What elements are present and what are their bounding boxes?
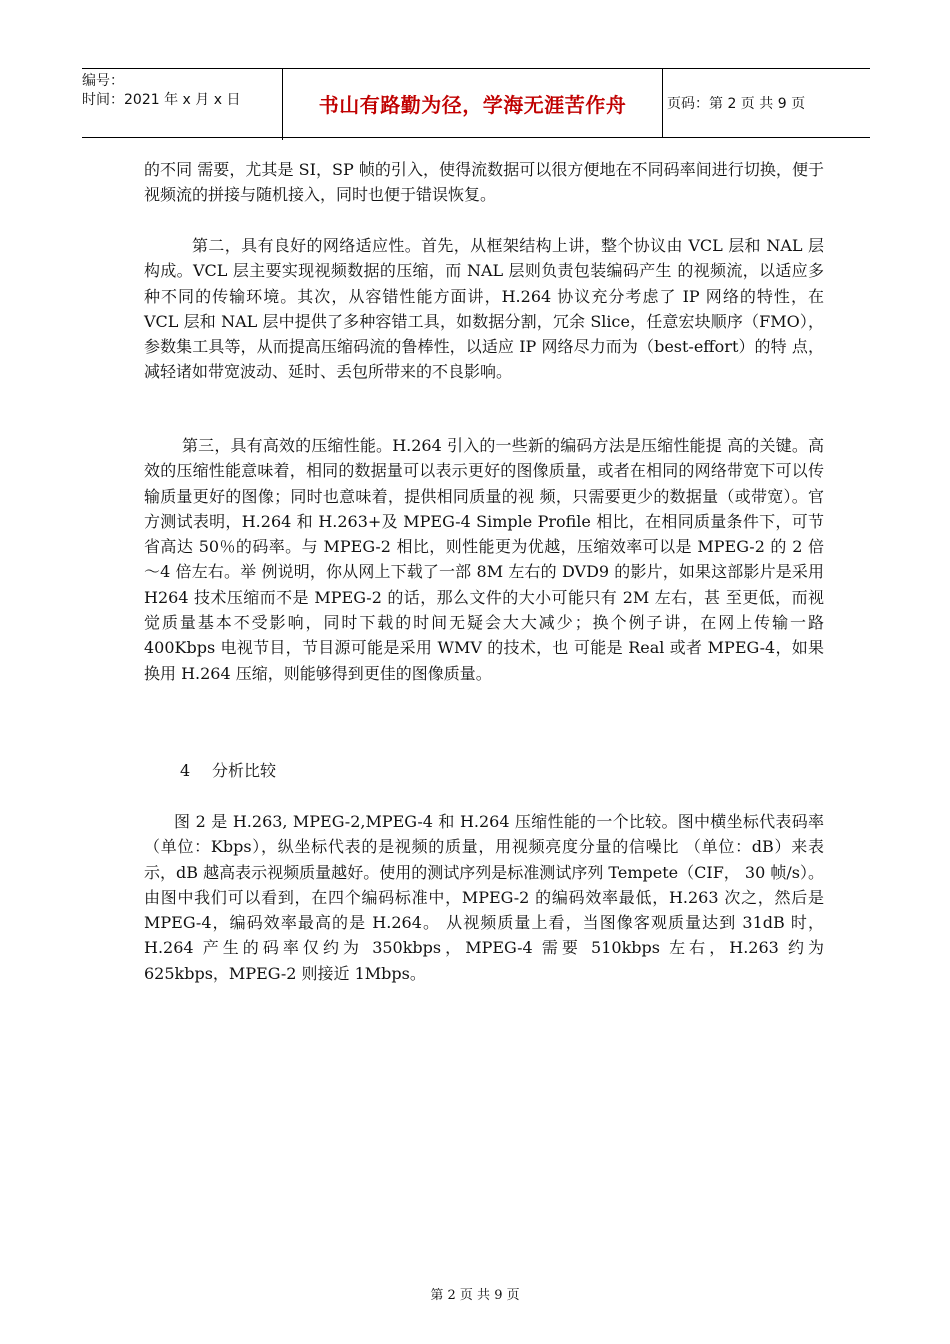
header-page-cell	[663, 69, 874, 137]
section-number: 4	[180, 761, 191, 780]
document-date-label: 时间：2021 年 x 月 x 日	[82, 92, 241, 108]
paragraph-compression-performance: 第三，具有高效的压缩性能。H.264 引入的一些新的编码方法是压缩性能提 高的关键。高效的压缩性能意味着，相同的数据量可以表示更好的图像质量，或者在相同的网络带宽下可以传输质量更好的图像；同时也意味着，提供相同质量的视 频，只需要更少的数据量（或带宽）。官方测试表明，H.264 和 H.263+及 MPEG-4 Simple Profile 相比，在相同质量条件下，可节省高达 50％的码率。与 MPEG-2 相比，则性能更为优越，压缩效率可以是 MPEG-2 的 2 倍～4 倍左右。举 例说明，你从网上下载了一部 8M 左右的 DVD9 的影片，如果这部影片是采用 H264 技术压缩而不是 MPEG-2 的话，那么文件的大小可能只有 2M 左右，甚 至更低，而视觉质量基本不受影响，同时下载的时间无疑会大大减少；换个例子讲，在网上传输一路 400Kbps 电视节目，节目源可能是采用 WMV 的技术，也 可能是 Real 或者 MPEG-4，如果换用 H.264 压缩，则能够得到更佳的图像质量。	[144, 436, 824, 683]
header-meta-cell	[82, 69, 283, 140]
paragraph-continuation: 的不同 需要，尤其是 SI，SP 帧的引入，使得流数据可以很方便地在不同码率间进行切换，便于视频流的拼接与随机接入，同时也便于错误恢复。	[144, 160, 824, 205]
section-title: 分析比较	[212, 761, 277, 780]
page-footer: 第 2 页 共 9 页	[430, 1288, 520, 1303]
header-page-label: 页码：第 2 页 共 9 页	[667, 96, 806, 112]
paragraph-network-adaptability: 第二，具有良好的网络适应性。首先，从框架结构上讲，整个协议由 VCL 层和 NAL 层构成。VCL 层主要实现视频数据的压缩，而 NAL 层则负责包装编码产生 的视频流，以适应多种不同的传输环境。其次，从容错性能方面讲，H.264 协议充分考虑了 IP 网络的特性，在 VCL 层和 NAL 层中提供了多种容错工具，如数据分割，冗余 Slice，任意宏块顺序（FMO），参数集工具等，从而提高压缩码流的鲁棒性，以适应 IP 网络尽力而为（best-effort）的特 点，减轻诸如带宽波动、延时、丢包所带来的不良影响。	[144, 236, 824, 382]
document-number-label: 编号：	[82, 73, 124, 89]
section-heading	[180, 758, 276, 781]
header-motto: 书山有路勤为径，学海无涯苦作舟	[318, 92, 627, 117]
page-header	[82, 68, 870, 138]
header-motto-cell	[283, 69, 663, 137]
paragraph-comparison: 图 2 是 H.263, MPEG-2,MPEG-4 和 H.264 压缩性能的一个比较。图中横坐标代表码率（单位：Kbps），纵坐标代表的是视频的质量，用视频亮度分量的信噪比 （单位：dB）来表示，dB 越高表示视频质量越好。使用的测试序列是标准测试序列 Tempete（CIF， 30 帧/s）。由图中我们可以看到，在四个编码标准中，MPEG-2 的编码效率最低，H.263 次之，然后是 MPEG-4，编码效率最高的是 H.264。 从视频质量上看，当图像客观质量达到 31dB 时，H.264 产生的码率仅约为 350kbps，MPEG-4 需要 510kbps 左右，H.263 约为 625kbps，MPEG-2 则接近 1Mbps。	[144, 812, 824, 983]
